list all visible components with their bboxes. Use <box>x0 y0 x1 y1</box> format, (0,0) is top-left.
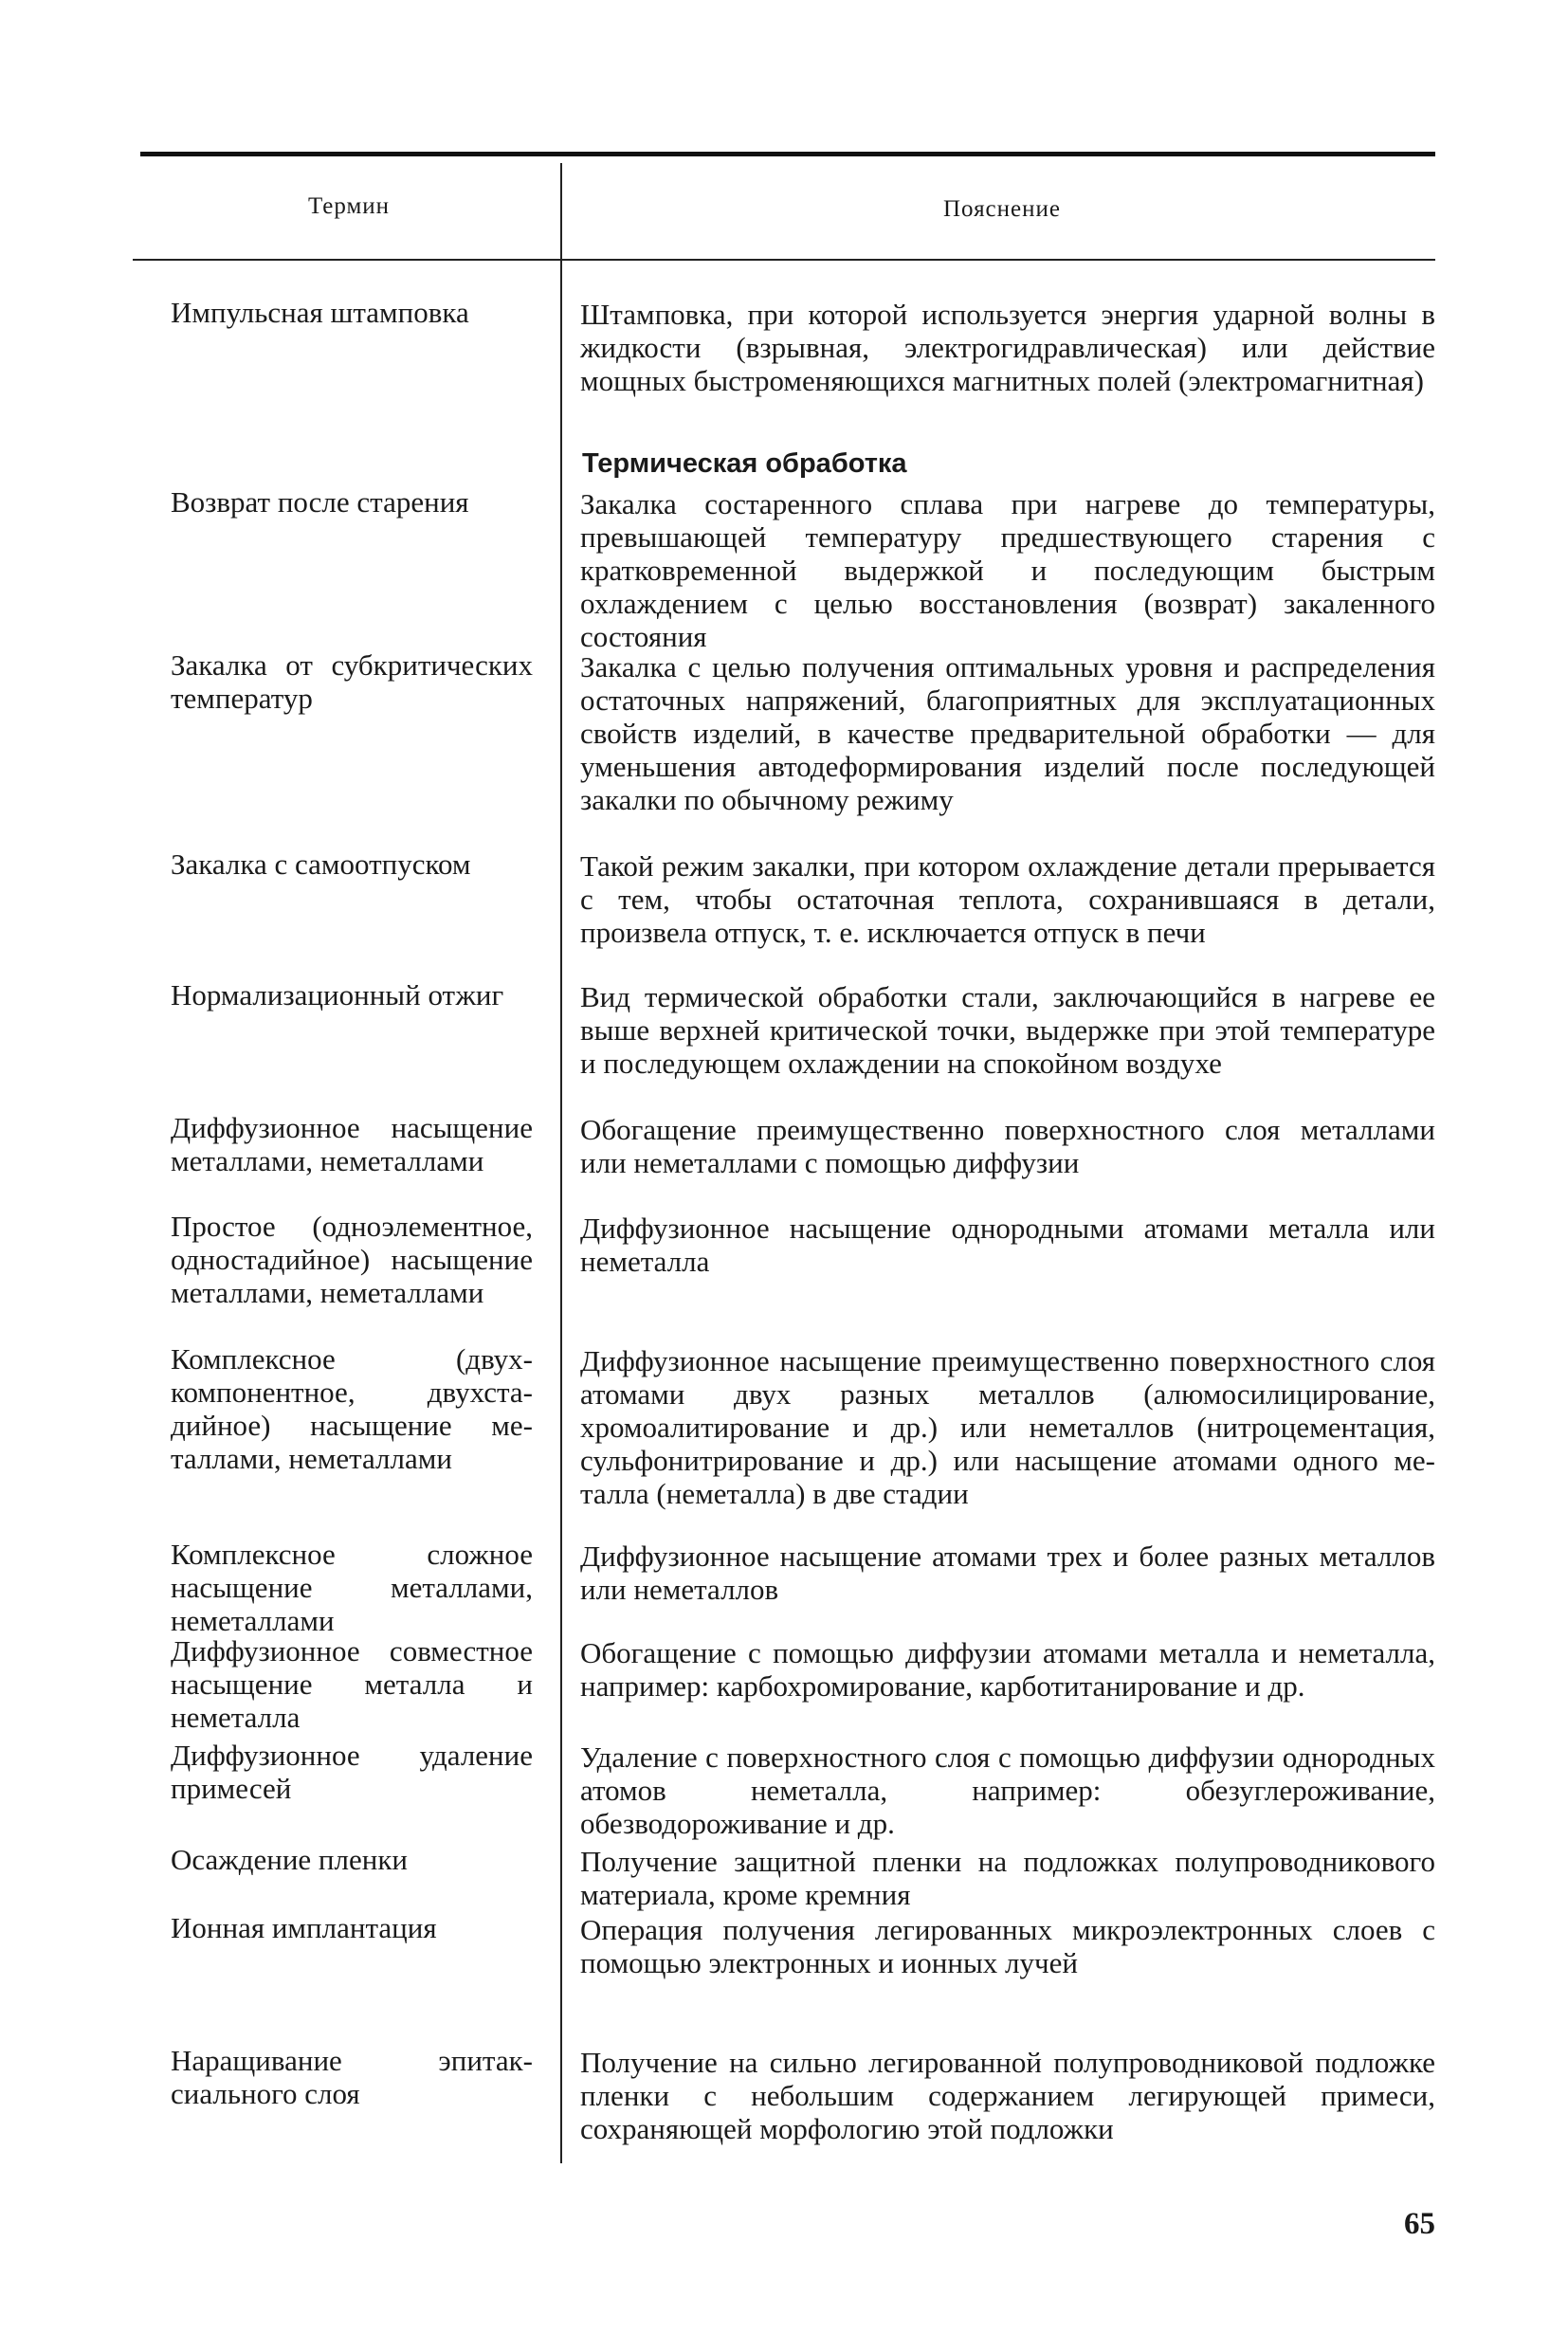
table-row-explanation: Получение на сильно легированной полупроводниковой подложке пленки с небольшим содержанием легирующей примеси, сохраняющей морфологию этой подложки <box>580 2046 1435 2145</box>
section-title: Термическая обработка <box>582 448 907 479</box>
table-row-explanation: Операция получения легированных микроэлектронных слоев с помощью электронных и ионных лучей <box>580 1913 1435 1979</box>
table-header-rule <box>133 259 1435 261</box>
table-row-explanation: Закалка состаренного сплава при нагреве до температуры, превышающей температуру предшествующего старения с кратковременной выдержкой и последующим быстрым охлаждением с целью восстановления (возврат) закаленного состояния <box>580 487 1435 653</box>
table-row-term: Нормализационный отжиг <box>171 978 504 1011</box>
table-row-term: Диффузионное насыщение металлами, неметаллами <box>171 1111 533 1177</box>
table-row-explanation: Получение защитной пленки на подложках полупроводникового материала, кроме кремния <box>580 1845 1435 1911</box>
table-row-term: Комплексное сложное насыщение металлами, неметаллами <box>171 1538 533 1637</box>
page-number: 65 <box>1404 2207 1435 2241</box>
table-row-explanation: Обогащение с помощью диффузии атомами металла и неметалла, например: карбохромирование, карботитанирование и др. <box>580 1636 1435 1703</box>
table-row-explanation: Обогащение преимущественно поверхностного слоя металлами или неметаллами с помощью диффузии <box>580 1113 1435 1179</box>
table-row-explanation: Штамповка, при которой используется энергия ударной волны в жидкости (взрывная, электрогидравлическая) или действие мощных быстроменяющихся магнитных полей (электромагнитная) <box>580 298 1435 397</box>
table-row-term: Осаждение пленки <box>171 1843 408 1876</box>
table-row-term: Возврат после старения <box>171 485 469 519</box>
table-row-explanation: Вид термической обработки стали, заключающийся в нагреве ее выше верхней критической точки, выдержке при этой температуре и последующем охлаждении на спокойном воздухе <box>580 980 1435 1080</box>
table-row-term: Наращивание эпитаксиального слоя <box>171 2044 533 2110</box>
table-row-term: Диффузионное совместное насыщение металла и неметалла <box>171 1634 533 1734</box>
table-row-explanation: Закалка с целью получения оптимальных уровня и распределения остаточных напряжений, благоприятных для эксплуатационных свойств изделий, в качестве предварительной обработки — для уменьшения автодеформирования изделий после последующей закалки по обычному режиму <box>580 650 1435 816</box>
table-row-term: Импульсная штамповка <box>171 296 469 329</box>
table-row-term: Простое (одноэлементное, одностадийное) насыщение металлами, неметаллами <box>171 1210 533 1309</box>
table-row-term: Диффузионное удаление примесей <box>171 1739 533 1805</box>
table-row-explanation: Такой режим закалки, при котором охлаждение детали прерывается с тем, чтобы остаточная теплота, сохранившаяся в детали, произвела отпуск, т. е. исключается отпуск в печи <box>580 849 1435 949</box>
table-row-explanation: Диффузионное насыщение однородными атомами металла или неметалла <box>580 1212 1435 1278</box>
column-header-explanation: Пояснение <box>942 196 1061 222</box>
table-row-explanation: Удаление с поверхностного слоя с помощью диффузии однородных атомов неметалла, например: обезуглероживание, обезводороживание и др. <box>580 1740 1435 1840</box>
table-row-term: Ионная имплантация <box>171 1911 437 1944</box>
table-row-term: Закалка с самоотпуском <box>171 847 471 881</box>
column-header-term: Термин <box>307 193 391 219</box>
table-top-rule <box>140 152 1435 156</box>
column-divider <box>560 163 562 2163</box>
table-row-term: Комплексное (двухкомпонентное, двухстадийное) насыщение металлами, неметаллами <box>171 1342 533 1475</box>
table-row-explanation: Диффузионное насыщение атомами трех и более разных металлов или неметаллов <box>580 1540 1435 1606</box>
table-row-term: Закалка от субкритических температур <box>171 648 533 715</box>
table-row-explanation: Диффузионное насыщение преимущественно поверхностного слоя атомами двух разных металлов (алюмосилицирование, хромоалитирование и др.) или неметаллов (нитроцементация, сульфонитрирование и др.) или насыщение атомами одного металла (неметалла) в две стадии <box>580 1344 1435 1510</box>
